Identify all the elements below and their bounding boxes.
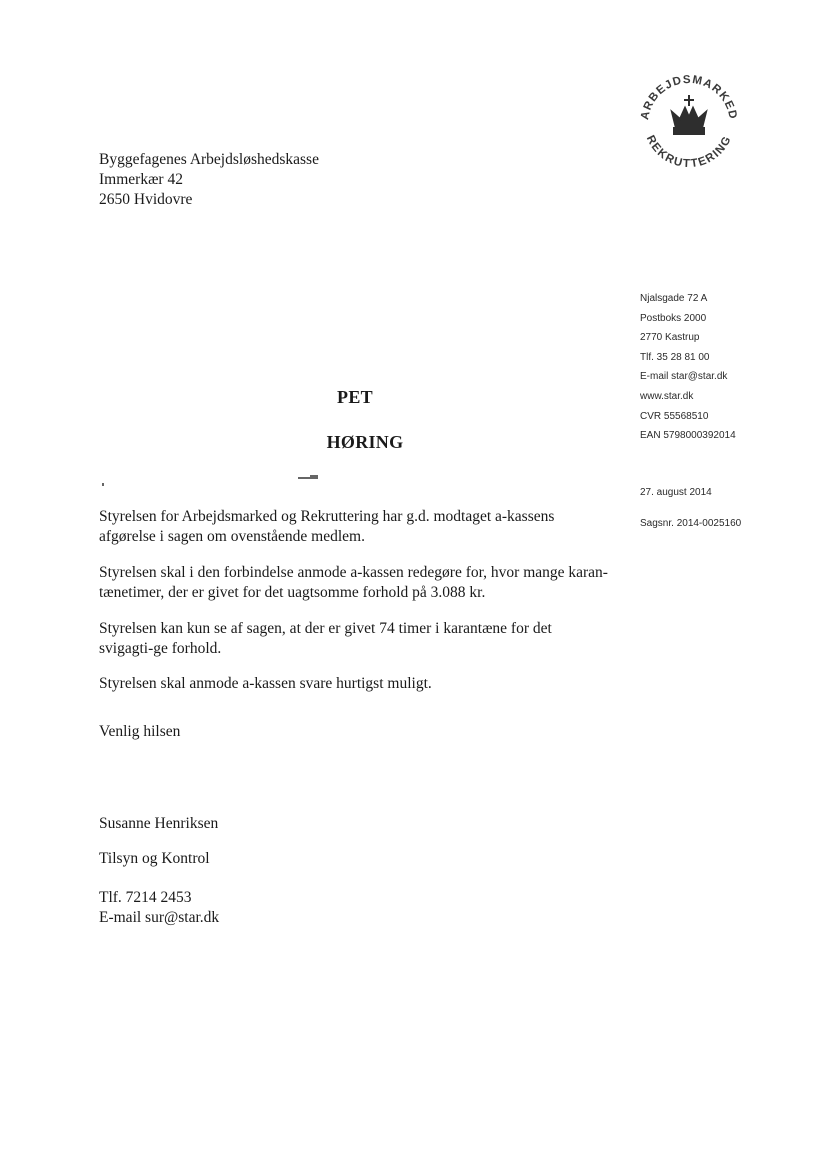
signatory-contact <box>99 888 219 927</box>
signatory-department: Tilsyn og Kontrol <box>99 850 210 867</box>
sender-postbox: Postboks 2000 <box>640 312 707 324</box>
sender-cvr: CVR 55568510 <box>640 410 709 422</box>
signatory-name: Susanne Henriksen <box>99 815 219 832</box>
recipient-city: 2650 Hvidovre <box>99 191 193 208</box>
scan-artifact <box>298 477 318 479</box>
sender-city: 2770 Kastrup <box>640 332 700 344</box>
body-paragraph-4: Styrelsen skal anmode a-kassen svare hurtigst muligt. <box>99 675 432 692</box>
sender-email: E-mail star@star.dk <box>640 371 728 383</box>
recipient-street: Immerkær 42 <box>99 171 183 188</box>
crown-icon <box>672 95 706 134</box>
svg-text:REKRUTTERING <box>644 134 734 171</box>
closing-greeting: Venlig hilsen <box>99 723 181 740</box>
letter-date: 27. august 2014 <box>640 487 712 498</box>
recipient-address <box>99 150 319 210</box>
agency-seal-logo <box>630 62 748 180</box>
seal-top-text: ARBEJDSMARKED <box>639 73 739 121</box>
heading-pet: PET <box>337 387 373 407</box>
signatory-phone: Tlf. 7214 2453 <box>99 889 192 906</box>
sender-street: Njalsgade 72 A <box>640 293 708 304</box>
sender-info <box>640 289 736 446</box>
sender-website: www.star.dk <box>640 390 694 402</box>
signatory-email: E-mail sur@star.dk <box>99 908 220 926</box>
scan-artifact <box>310 475 318 477</box>
body-paragraph-3: Styrelsen kan kun se af sagen, at der er givet 74 timer i karantæne for det svigagti-ge forhold. <box>99 620 552 657</box>
seal-bottom-text: REKRUTTERING <box>643 133 735 171</box>
recipient-name: Byggefagenes Arbejdsløshedskasse <box>99 151 319 168</box>
body-paragraph-1: Styrelsen for Arbejdsmarked og Rekruttering har g.d. modtaget a-kassens afgørelse i sagen om ovenstående medlem. <box>99 508 555 545</box>
scan-artifact <box>102 483 104 486</box>
heading-hoering: HØRING <box>326 432 404 452</box>
sender-phone: Tlf. 35 28 81 00 <box>640 351 710 363</box>
sender-ean: EAN 5798000392014 <box>640 430 736 442</box>
case-number: Sagsnr. 2014-0025160 <box>640 518 742 529</box>
body-paragraph-2: Styrelsen skal i den forbindelse anmode a-kassen redegøre for, hvor mange karan-tænetimer, der er givet for det uagtsomme forhold på 3.088 kr. <box>99 564 608 601</box>
